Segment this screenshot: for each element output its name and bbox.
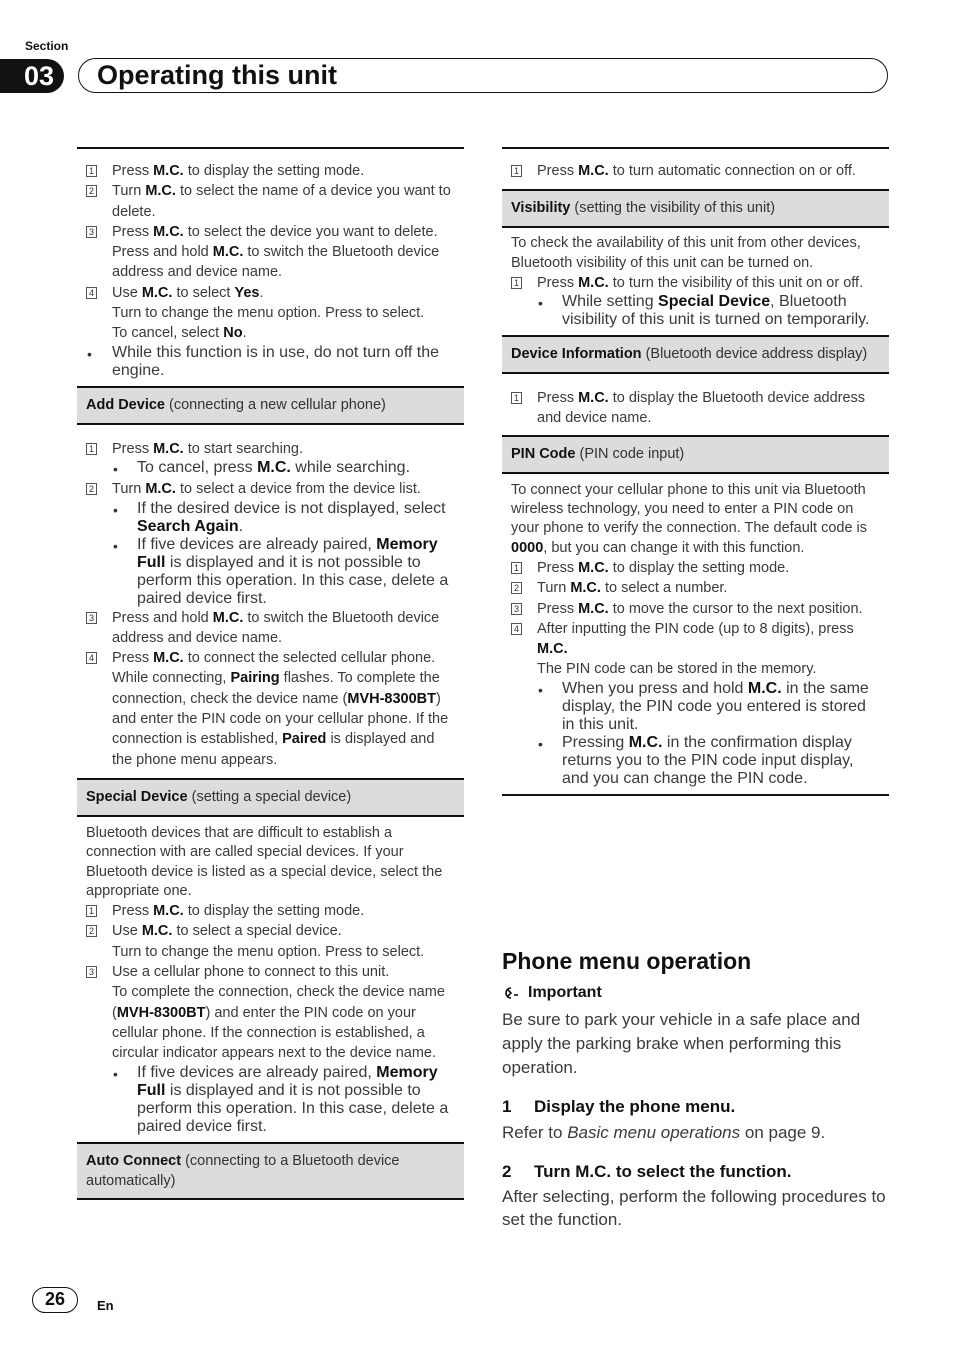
step-number-icon: 3 xyxy=(86,226,97,238)
pin-code-header: PIN Code (PIN code input) xyxy=(502,435,889,474)
visibility-intro: To check the availability of this unit from other devices, Bluetooth visibility of this unit can be turned on. xyxy=(511,235,861,271)
auto-connect-step-1: 1 Press M.C. to turn automatic connection on or off. xyxy=(511,161,880,181)
right-column xyxy=(502,147,889,796)
visibility-step-1: 1 Press M.C. to turn the visibility of this unit on or off. xyxy=(511,273,880,293)
add-step-2: 2 Turn M.C. to select a device from the device list. xyxy=(86,479,455,499)
special-device-header: Special Device (setting a special device) xyxy=(77,778,464,817)
important-icon xyxy=(502,986,522,1000)
phone-step-2-title: 2 Turn M.C. to select the function. xyxy=(502,1162,792,1181)
auto-connect-header: Auto Connect (connecting to a Bluetooth device automatically) xyxy=(77,1142,464,1200)
visibility-header: Visibility (setting the visibility of this unit) xyxy=(502,189,889,228)
step-number-icon: 3 xyxy=(86,612,97,624)
add-step-4: 4 Press M.C. to connect the selected cellular phone. While connecting, Pairing flashes. To complete the connection, check the device name (MVH-8300BT) and enter the PIN code on your cellular phone. If the connection is established, Paired is displayed and the phone menu appears. xyxy=(86,648,455,770)
section-label: Section xyxy=(25,39,69,53)
device-info-block xyxy=(502,374,889,435)
left-column xyxy=(77,147,464,1200)
device-info-header: Device Information (Bluetooth device address display) xyxy=(502,335,889,374)
important-label: Important xyxy=(502,984,602,1002)
pin-step-4: 4 After inputting the PIN code (up to 8 digits), press M.C. The PIN code can be stored in the memory. xyxy=(511,619,880,680)
delete-bullet: • While this function is in use, do not turn off the engine. xyxy=(87,343,439,379)
delete-step-4: 4 Use M.C. to select Yes. Turn to change the menu option. Press to select. To cancel, select No. xyxy=(86,283,455,344)
auto-connect-step-block xyxy=(502,147,889,189)
delete-step-2: 2 Turn M.C. to select the name of a device you want to delete. xyxy=(86,181,455,222)
page-number: 26 xyxy=(32,1287,78,1313)
step-number-icon: 2 xyxy=(86,925,97,937)
important-text: Be sure to park your vehicle in a safe place and apply the parking brake when performing this operation. xyxy=(502,1010,861,1077)
add-step-3: 3 Press and hold M.C. to switch the Bluetooth device address and device name. xyxy=(86,608,455,649)
special-device-intro: Bluetooth devices that are difficult to establish a connection with are called special devices. If your Bluetooth device is listed as a special device, select the appropriate one. xyxy=(86,824,443,899)
step-number-icon: 1 xyxy=(511,277,522,289)
step-number-icon: 4 xyxy=(86,287,97,299)
pin-step-1: 1 Press M.C. to display the setting mode. xyxy=(511,558,880,578)
phone-menu-heading: Phone menu operation xyxy=(502,948,752,974)
special-step-1: 1 Press M.C. to display the setting mode. xyxy=(86,901,455,921)
phone-step-2-text: After selecting, perform the following procedures to set the function. xyxy=(502,1187,886,1229)
step-number-icon: 1 xyxy=(86,443,97,455)
pin-step-2: 2 Turn M.C. to select a number. xyxy=(511,578,880,598)
step-number-icon: 4 xyxy=(511,623,522,635)
language-label: En xyxy=(97,1298,114,1313)
pin-step-3: 3 Press M.C. to move the cursor to the next position. xyxy=(511,599,880,619)
add-device-block xyxy=(77,425,464,776)
pin-bullet-1: • When you press and hold M.C. in the same display, the PIN code you entered is stored in this unit. xyxy=(538,679,869,733)
pin-code-block xyxy=(502,474,889,796)
delete-steps-block xyxy=(77,147,464,386)
step-number-icon: 1 xyxy=(511,562,522,574)
add-step-1: 1 Press M.C. to start searching. xyxy=(86,439,455,459)
add-step-2-bullet-2: • If five devices are already paired, Memory Full is displayed and it is not possible to perform this operation. In this case, delete a paired device first. xyxy=(113,535,449,607)
step-number-icon: 3 xyxy=(86,966,97,978)
step-number-icon: 3 xyxy=(511,603,522,615)
chapter-title-box xyxy=(78,58,888,93)
add-step-1-bullet: • To cancel, press M.C. while searching. xyxy=(113,458,411,477)
step-number-icon: 1 xyxy=(511,392,522,404)
step-number-icon: 2 xyxy=(86,185,97,197)
pin-code-intro: To connect your cellular phone to this unit via Bluetooth wireless technology, you need to enter a PIN code on your phone to verify the connection. The default code is 0000, but you can change it with this function. xyxy=(511,481,868,556)
pin-bullet-2: • Pressing M.C. in the confirmation display returns you to the PIN code input display, and you can change the PIN code. xyxy=(538,733,854,787)
visibility-bullet: • While setting Special Device, Bluetooth visibility of this unit is turned on temporarily. xyxy=(538,293,870,329)
special-step-3-bullet: • If five devices are already paired, Memory Full is displayed and it is not possible to perform this operation. In this case, delete a paired device first. xyxy=(113,1063,449,1135)
visibility-block xyxy=(502,228,889,335)
add-device-header: Add Device (connecting a new cellular phone) xyxy=(77,386,464,425)
step-number-icon: 2 xyxy=(86,483,97,495)
step-number-icon: 1 xyxy=(86,905,97,917)
delete-step-1: 1 Press M.C. to display the setting mode. xyxy=(86,161,455,181)
step-number-icon: 2 xyxy=(511,582,522,594)
step-number-icon: 4 xyxy=(86,652,97,664)
device-info-step-1: 1 Press M.C. to display the Bluetooth device address and device name. xyxy=(511,388,880,429)
add-step-2-bullet-1: • If the desired device is not displayed, select Search Again. xyxy=(113,499,446,535)
section-number-badge: 03 xyxy=(0,59,64,93)
phone-step-1-text: Refer to Basic menu operations on page 9. xyxy=(502,1123,826,1142)
step-number-icon: 1 xyxy=(511,165,522,177)
special-step-3: 3 Use a cellular phone to connect to this unit. To complete the connection, check the device name (MVH-8300BT) and enter the PIN code on your cellular phone. If the connection is established, a circular indicator appears next to the device name. xyxy=(86,962,455,1063)
special-step-2: 2 Use M.C. to select a special device. Turn to change the menu option. Press to select. xyxy=(86,921,455,962)
special-device-block xyxy=(77,817,464,1142)
step-number-icon: 1 xyxy=(86,165,97,177)
delete-step-3: 3 Press M.C. to select the device you want to delete. Press and hold M.C. to switch the Bluetooth device address and device name. xyxy=(86,222,455,283)
chapter-title: Operating this unit xyxy=(97,60,337,90)
phone-step-1-title: 1 Display the phone menu. xyxy=(502,1097,736,1116)
